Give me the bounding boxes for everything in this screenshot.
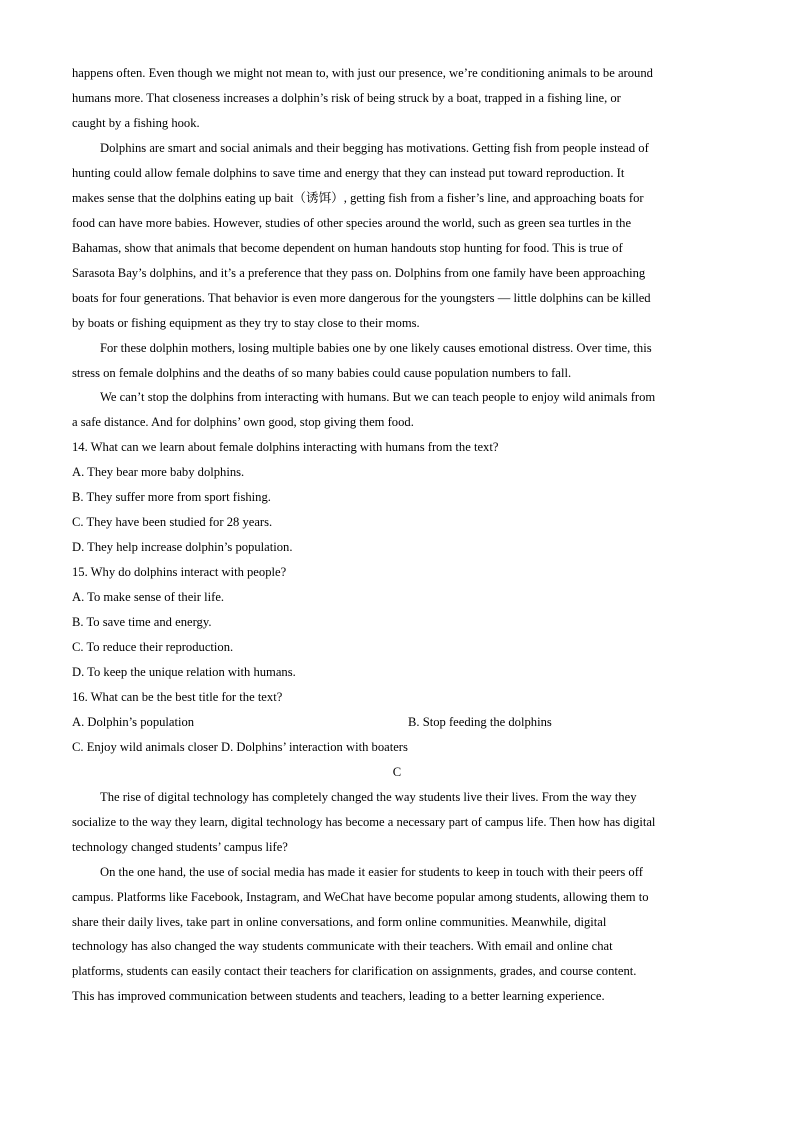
question-stem-15: 15. Why do dolphins interact with people? (72, 565, 287, 579)
option-15-d: D. To keep the unique relation with humans. (72, 665, 296, 679)
passage-line: caught by a fishing hook. (72, 116, 200, 130)
passage-line: humans more. That closeness increases a dolphin’s risk of being struck by a boat, trapped in a fishing line, or (72, 91, 621, 105)
passage-line: happens often. Even though we might not mean to, with just our presence, we’re conditioning animals to be around (72, 66, 653, 80)
option-14-c: C. They have been studied for 28 years. (72, 515, 273, 529)
passage-line: The rise of digital technology has completely changed the way students live their lives. From the way they (100, 790, 637, 804)
passage-line: technology has also changed the way students communicate with their teachers. With email and online chat (72, 939, 613, 953)
option-16-cd: C. Enjoy wild animals closer D. Dolphins’ interaction with boaters (72, 740, 408, 754)
passage-line: by boats or fishing equipment as they try to stay close to their moms. (72, 316, 420, 330)
passage-line: share their daily lives, take part in online conversations, and form online communities. Meanwhile, digital (72, 915, 607, 929)
section-label-c: C (392, 765, 402, 779)
passage-line: hunting could allow female dolphins to save time and energy that they can instead put toward reproduction. It (72, 166, 625, 180)
option-15-c: C. To reduce their reproduction. (72, 640, 234, 654)
option-16-a: A. Dolphin’s population (72, 715, 195, 729)
passage-line: food can have more babies. However, studies of other species around the world, such as green sea turtles in the (72, 216, 632, 230)
passage-line: Sarasota Bay’s dolphins, and it’s a preference that they pass on. Dolphins from one family have been approaching (72, 266, 646, 280)
question-stem-16: 16. What can be the best title for the text? (72, 690, 283, 704)
option-14-a: A. They bear more baby dolphins. (72, 465, 245, 479)
passage-line: On the one hand, the use of social media has made it easier for students to keep in touch with their peers off (100, 865, 643, 879)
option-15-b: B. To save time and energy. (72, 615, 212, 629)
passage-line: socialize to the way they learn, digital technology has become a necessary part of campus life. Then how has digital (72, 815, 656, 829)
passage-line: We can’t stop the dolphins from interacting with humans. But we can teach people to enjoy wild animals from (100, 390, 656, 404)
passage-line: For these dolphin mothers, losing multiple babies one by one likely causes emotional distress. Over time, this (100, 341, 652, 355)
passage-line: makes sense that the dolphins eating up bait（诱饵）, getting fish from a fisher’s line, and approaching boats for (72, 191, 644, 205)
option-14-d: D. They help increase dolphin’s population. (72, 540, 293, 554)
passage-line: boats for four generations. That behavior is even more dangerous for the youngsters — little dolphins can be killed (72, 291, 651, 305)
option-14-b: B. They suffer more from sport fishing. (72, 490, 271, 504)
passage-line: a safe distance. And for dolphins’ own good, stop giving them food. (72, 415, 414, 429)
option-15-a: A. To make sense of their life. (72, 590, 225, 604)
passage-line: This has improved communication between students and teachers, leading to a better learning experience. (72, 989, 605, 1003)
passage-line: Dolphins are smart and social animals and their begging has motivations. Getting fish from people instead of (100, 141, 649, 155)
question-stem-14: 14. What can we learn about female dolphins interacting with humans from the text? (72, 440, 499, 454)
passage-line: stress on female dolphins and the deaths of so many babies could cause population numbers to fall. (72, 366, 572, 380)
passage-line: campus. Platforms like Facebook, Instagram, and WeChat have become popular among students, allowing them to (72, 890, 649, 904)
option-16-b: B. Stop feeding the dolphins (408, 715, 552, 729)
passage-line: Bahamas, show that animals that become dependent on human handouts stop hunting for food. This is true of (72, 241, 623, 255)
passage-line: platforms, students can easily contact their teachers for clarification on assignments, grades, and course content. (72, 964, 637, 978)
passage-line: technology changed students’ campus life? (72, 840, 288, 854)
